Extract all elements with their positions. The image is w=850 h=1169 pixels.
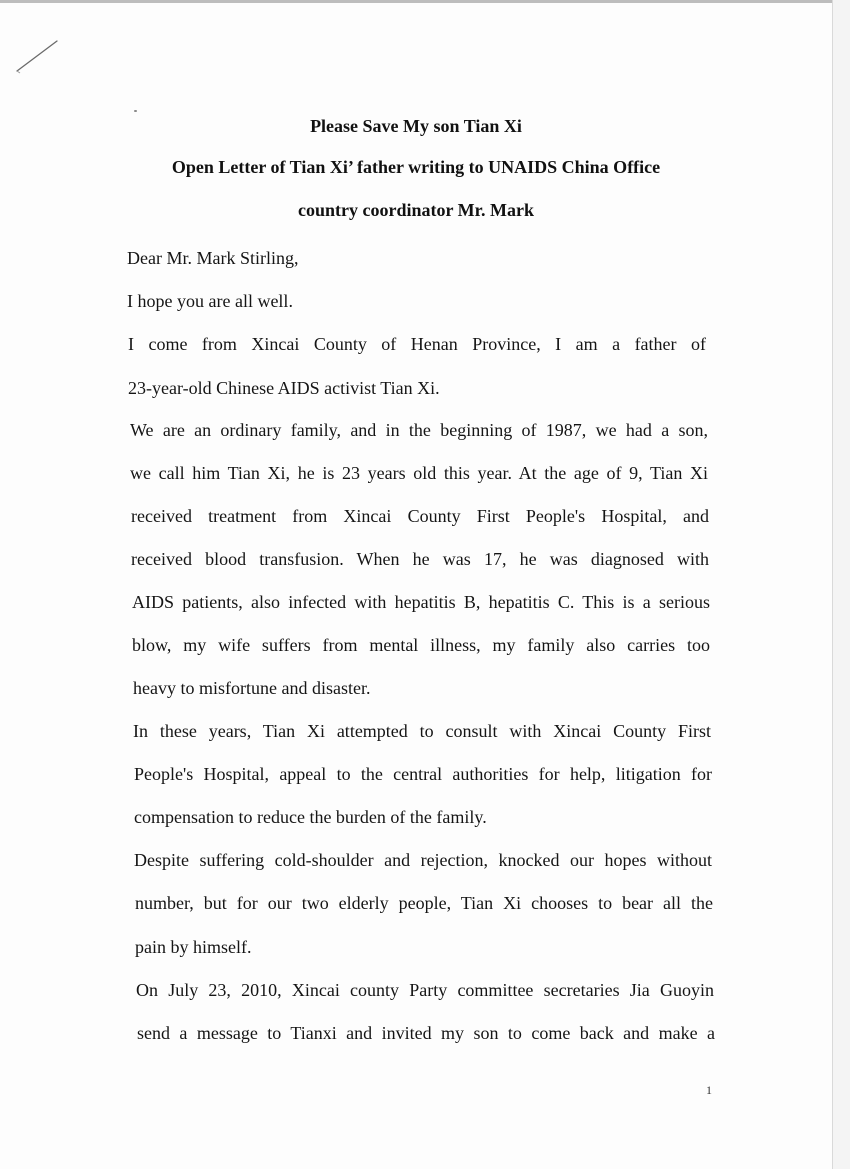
body-line: received treatment from Xincai County First People's Hospital, and xyxy=(131,506,709,526)
scan-speck xyxy=(134,110,137,112)
scan-background-strip xyxy=(833,0,850,1169)
pen-stroke-mark xyxy=(14,38,64,78)
body-line: compensation to reduce the burden of the family. xyxy=(134,807,487,827)
body-line: we call him Tian Xi, he is 23 years old this year. At the age of 9, Tian Xi xyxy=(130,463,708,483)
salutation: Dear Mr. Mark Stirling, xyxy=(127,248,299,268)
body-line: I hope you are all well. xyxy=(127,291,293,311)
body-line: blow, my wife suffers from mental illness, my family also carries too xyxy=(132,635,710,655)
body-line: Despite suffering cold-shoulder and rejection, knocked our hopes without xyxy=(134,850,712,870)
body-line: AIDS patients, also infected with hepatitis B, hepatitis C. This is a serious xyxy=(132,592,710,612)
body-line: pain by himself. xyxy=(135,937,252,957)
body-line: send a message to Tianxi and invited my son to come back and make a xyxy=(137,1023,715,1043)
body-line: received blood transfusion. When he was 17, he was diagnosed with xyxy=(131,549,709,569)
body-line: I come from Xincai County of Henan Province, I am a father of xyxy=(128,334,706,354)
body-line: 23-year-old Chinese AIDS activist Tian Xi. xyxy=(128,378,440,398)
title-line-2: Open Letter of Tian Xi’ father writing to UNAIDS China Office xyxy=(171,157,661,177)
scan-top-edge xyxy=(0,0,832,3)
body-line: number, but for our two elderly people, Tian Xi chooses to bear all the xyxy=(135,893,713,913)
body-line: heavy to misfortune and disaster. xyxy=(133,678,371,698)
body-line: In these years, Tian Xi attempted to consult with Xincai County First xyxy=(133,721,711,741)
title-line-1: Please Save My son Tian Xi xyxy=(310,116,522,136)
page-number: 1 xyxy=(706,1083,712,1097)
body-line: People's Hospital, appeal to the central authorities for help, litigation for xyxy=(134,764,712,784)
title-line-3: country coordinator Mr. Mark xyxy=(298,200,534,220)
body-line: We are an ordinary family, and in the beginning of 1987, we had a son, xyxy=(130,420,708,440)
body-line: On July 23, 2010, Xincai county Party committee secretaries Jia Guoyin xyxy=(136,980,714,1000)
